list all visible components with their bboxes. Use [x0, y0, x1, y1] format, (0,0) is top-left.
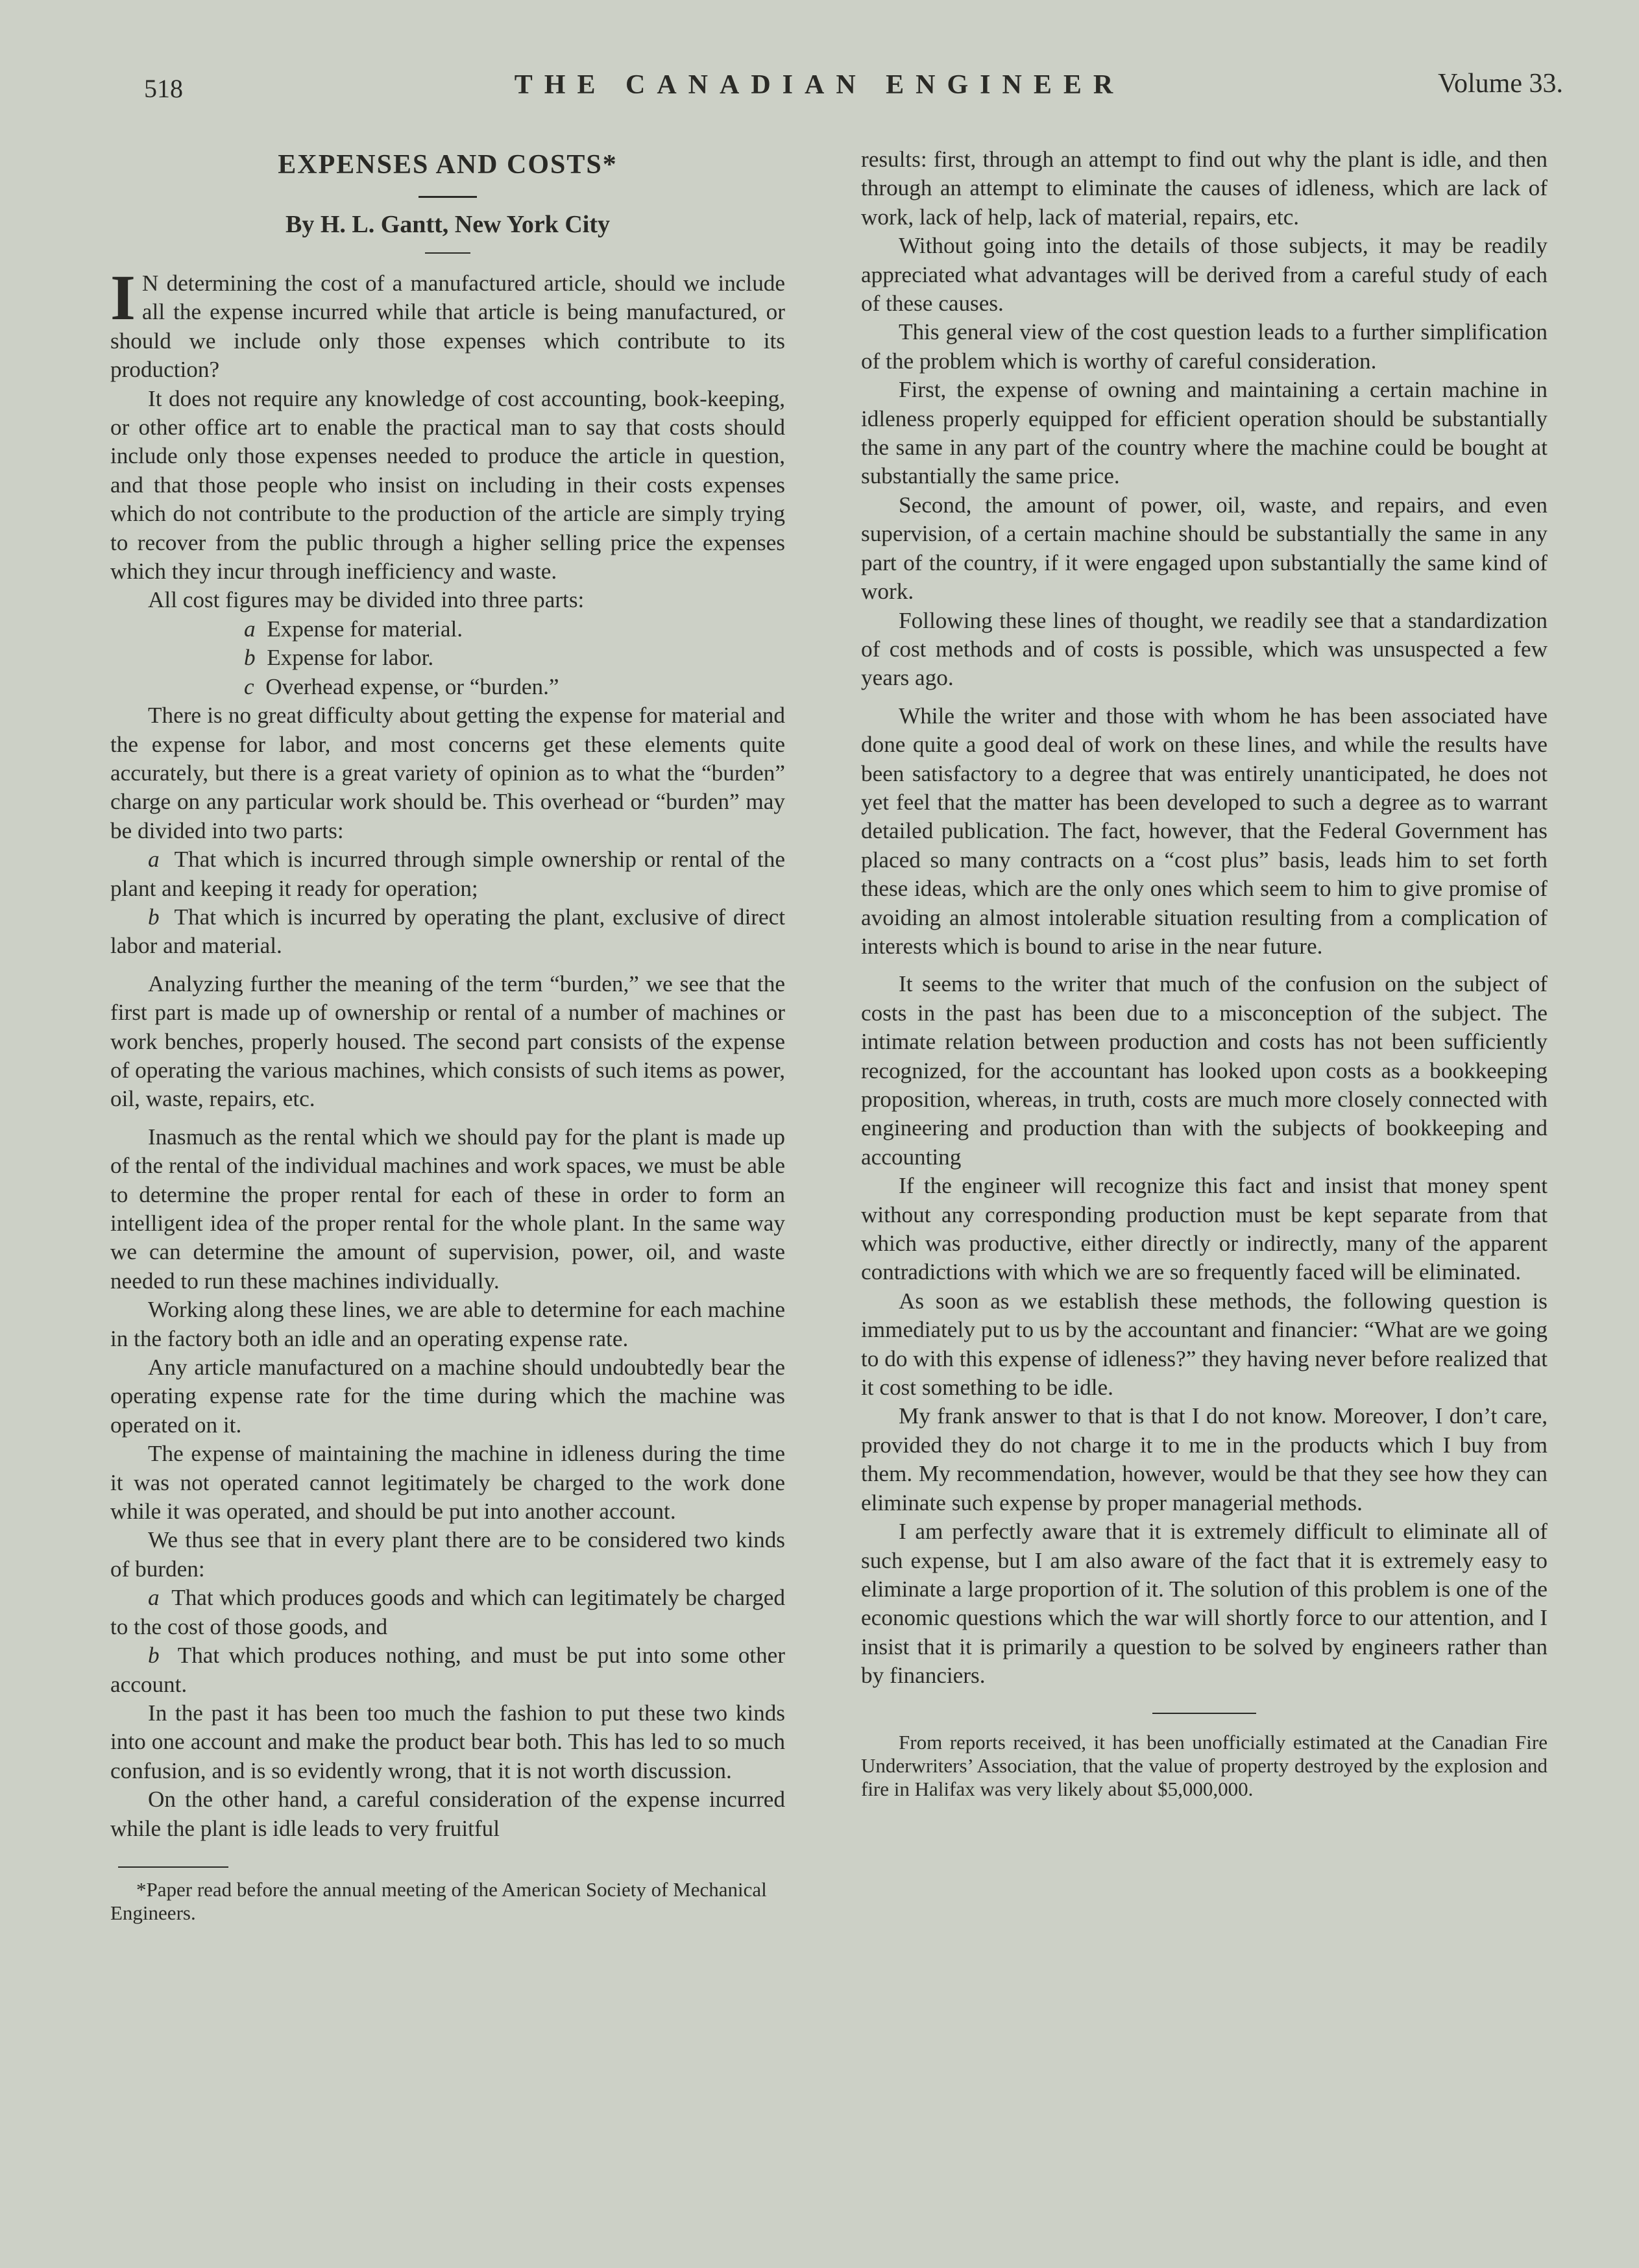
- paragraph: This general view of the cost question leads to a further simplification of the problem which is worthy of careful consideration.: [861, 319, 1548, 374]
- list-item: b That which produces nothing, and must be put into some other account.: [110, 1643, 785, 1697]
- footnote-rule: [118, 1866, 228, 1868]
- paragraph: If the engineer will recognize this fact and insist that money spent without any corresponding production must be kept separate from that which was productive, either directly or indirectly, many of the apparent contradictions with which we are so frequently faced will be eliminated.: [861, 1173, 1548, 1285]
- paragraph: All cost figures may be divided into three parts:: [148, 587, 585, 613]
- volume-number: Volume 33.: [1438, 69, 1563, 99]
- title-rule: [419, 196, 477, 198]
- list-item: a That which produces goods and which can legitimately be charged to the cost of those goods, and: [110, 1585, 785, 1639]
- drop-cap: I: [110, 261, 136, 333]
- paragraph: Following these lines of thought, we readily see that a standardization of cost methods and of costs is possible, which was unsuspected a few years ago.: [861, 607, 1548, 691]
- paragraph: I am perfectly aware that it is extremely difficult to eliminate all of such expense, but I am also aware of the fact that it is extremely easy to eliminate a large proportion of it. The solution of this problem is one of the economic questions which the war will shortly force to our attention, and I insist that it is primarily a question to be solved by engineers rather than by financiers.: [861, 1519, 1548, 1689]
- paragraph: In the past it has been too much the fashion to put these two kinds into one account and make the product bear both. This has led to so much confusion, and is so evidently wrong, that it is not worth discussion.: [110, 1700, 785, 1783]
- right-column: [861, 145, 1548, 1801]
- article-title: EXPENSES AND COSTS*: [278, 150, 618, 180]
- paragraph: The expense of maintaining the machine in idleness during the time it was not operated cannot legitimately be charged to the work done while it was operated, and should be put into another account.: [110, 1441, 785, 1525]
- left-column: [110, 144, 785, 1925]
- list-item: a Expense for material.: [244, 616, 463, 642]
- paragraph: We thus see that in every plant there are to be considered two kinds of burden:: [110, 1527, 785, 1582]
- page-number: 518: [144, 74, 183, 103]
- paragraph: While the writer and those with whom he has been associated have done quite a good deal of work on these lines, and while the results have been satisfactory to a degree that was entirely unanticipated, he does not yet feel that the matter has been developed to such a degree as to warrant detailed publication. The fact, however, that the Federal Government has placed so many contracts on a “cost plus” basis, leads him to set forth these ideas, which are the only ones which seem to him to give promise of avoiding an almost intolerable situation resulting from a complication of interests which is bound to arise in the near future.: [861, 703, 1548, 959]
- paragraph: Working along these lines, we are able to determine for each machine in the factory both an idle and an operating expense rate.: [110, 1297, 785, 1351]
- paragraph: Second, the amount of power, oil, waste, and repairs, and even supervision, of a certain machine should be substantially the same in any part of the country, if it were engaged upon substantially the same kind of work.: [861, 492, 1548, 605]
- paragraph: There is no great difficulty about getting the expense for material and the expense for labor, and most concerns get these elements quite accurately, but there is a great variety of opinion as to what the “burden” charge on any particular work should be. This overhead or “burden” may be divided into two parts:: [110, 703, 785, 843]
- paragraph: Without going into the details of those subjects, it may be readily appreciated what advantages will be derived from a careful study of each of these causes.: [861, 233, 1548, 317]
- paragraph: Inasmuch as the rental which we should pay for the plant is made up of the rental of the individual machines and work spaces, we must be able to determine the proper rental for each of these in order to form an intelligent idea of the proper rental for the whole plant. In the same way we can determine the amount of supervision, power, oil, and waste needed to run these machines individually.: [110, 1124, 785, 1294]
- list-item: c Overhead expense, or “burden.”: [244, 673, 559, 699]
- paragraph: Analyzing further the meaning of the term “burden,” we see that the first part is made up of ownership or rental of a number of machines or work benches, properly housed. The second part consists of the expense of operating the various machines, which consists of such items as power, oil, waste, repairs, etc.: [110, 971, 785, 1112]
- journal-title: THE CANADIAN ENGINEER: [514, 70, 1125, 100]
- section-rule: [1152, 1713, 1256, 1714]
- paragraph: results: first, through an attempt to find out why the plant is idle, and then through an attempt to eliminate the causes of idleness, which are lack of work, lack of help, lack of material, repairs, etc.: [861, 147, 1548, 230]
- paragraph: I N determining the cost of a manufactured article, should we include all the expense incurred while that article is being manufactured, or should we include only those expenses which contribute to its production?: [110, 261, 785, 383]
- paragraph: My frank answer to that is that I do not know. Moreover, I don’t care, provided they do not charge it to me in the products which I buy from them. My recommendation, however, would be that they see how they can eliminate such expense by proper managerial methods.: [861, 1403, 1548, 1515]
- paragraph: First, the expense of owning and maintaining a certain machine in idleness properly equipped for efficient operation should be substantially the same in any part of the country where the machine could be bought at substantially the same price.: [861, 377, 1548, 489]
- list-item: b That which is incurred by operating the plant, exclusive of direct labor and material.: [110, 904, 785, 959]
- article-byline: By H. L. Gantt, New York City: [285, 211, 610, 238]
- paragraph: On the other hand, a careful consideration of the expense incurred while the plant is idle leads to very fruitful: [110, 1787, 785, 1841]
- page-header: [0, 62, 1639, 107]
- paragraph: It seems to the writer that much of the confusion on the subject of costs in the past has been due to a misconception of the subject. The intimate relation between production and costs has not been sufficiently recognized, for the accountant has looked upon costs as a bookkeeping proposition, whereas, in truth, costs are much more closely connected with engineering and production than with the subjects of bookkeeping and accounting: [861, 971, 1548, 1170]
- paragraph: Any article manufactured on a machine should undoubtedly bear the operating expense rate for the time during which the machine was operated on it.: [110, 1355, 785, 1438]
- list-item: b Expense for labor.: [244, 645, 434, 671]
- paragraph: It does not require any knowledge of cost accounting, book-keeping, or other office art to enable the practical man to say that costs should include only those expenses needed to produce the article in question, and that those people who insist on including in their costs expenses which do not contribute to the production of the article are simply trying to recover from the public through a higher selling price the expenses which they incur through inefficiency and waste.: [110, 385, 785, 585]
- byline-rule: [425, 252, 470, 254]
- footnote: *Paper read before the annual meeting of the American Society of Mechanical Engineers.: [110, 1877, 767, 1924]
- list-item: a That which is incurred through simple ownership or rental of the plant and keeping it ready for operation;: [110, 847, 785, 901]
- news-note: From reports received, it has been unofficially estimated at the Canadian Fire Underwriters’ Association, that the value of property destroyed by the explosion and fire in Halifax was very likely about $5,000,000.: [861, 1730, 1548, 1800]
- paragraph: As soon as we establish these methods, the following question is immediately put to us by the accountant and financier: “What are we going to do with this expense of idleness?” they having never before realized that it cost something to be idle.: [861, 1288, 1548, 1401]
